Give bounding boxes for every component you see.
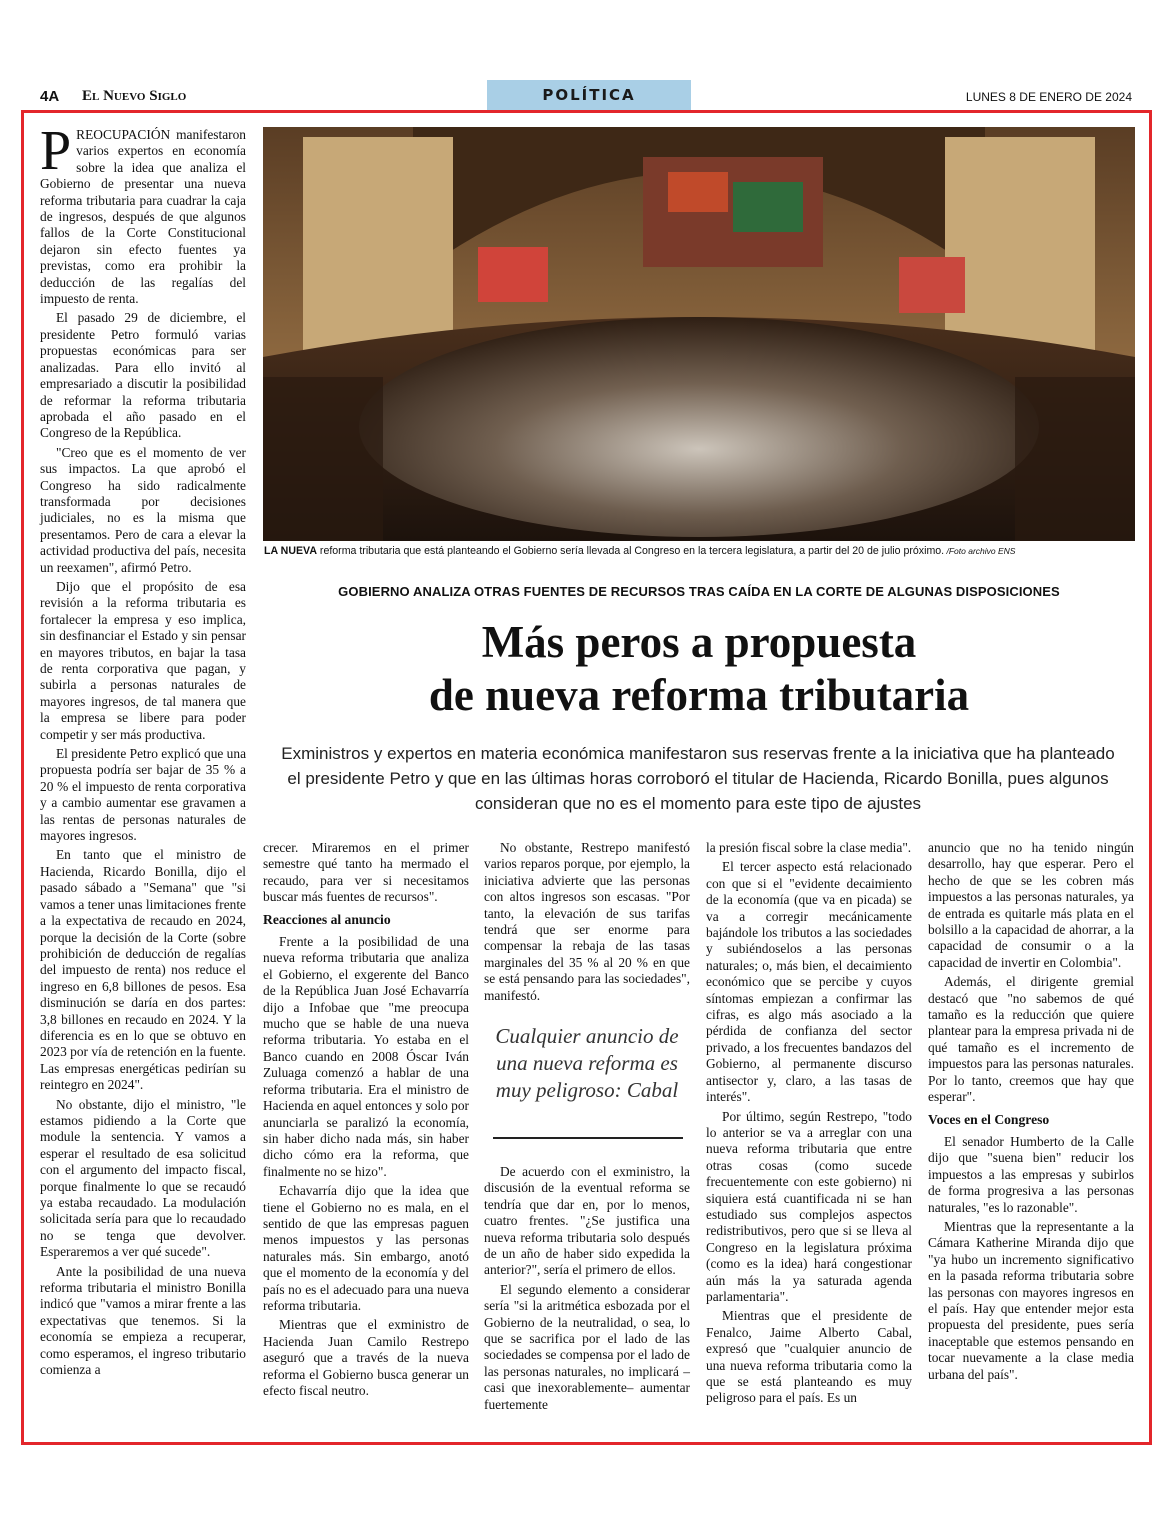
paragraph: Frente a la posibilidad de una nueva reforma tributaria que analiza el Gobierno, el exgerente del Banco de la República Juan José Echavarría dijo a Infobae que "me preocupa mucho que se hable de una nueva reforma tributaria. Yo estaba en el Banco cuando en 2008 Óscar Iván Zuluaga comenzó a hablar de una reforma tributaria. Era el ministro de Hacienda en aquel entonces y solo por anunciarla se paralizó la economía, sin haber dicho nada más, sin haber dicho cómo era la reforma, que finalmente no se hizo". xyxy=(263,934,469,1179)
paragraph: Mientras que la representante a la Cámara Katherine Miranda dijo que "ya hubo un incremento significativo en la pasada reforma tributaria sobre las personas con mayores ingresos en el país. Hay que entender mejor esta propuesta del presidente, pues sería inaceptable que estemos pensando en tocar nuevamente a la clase media urbana del país". xyxy=(928,1218,1134,1382)
subheading-voces: Voces en el Congreso xyxy=(928,1111,1050,1127)
photo-caption xyxy=(264,545,1134,558)
photo-credit: /Foto archivo ENS xyxy=(944,546,1016,556)
pull-quote: Cualquier anuncio de una nueva reforma es muy peligroso: Cabal xyxy=(495,1024,679,1102)
page-header xyxy=(40,88,1132,110)
paragraph: Ante la posibilidad de una nueva reforma tributaria el ministro Bonilla indicó que "vamos a mirar frente a las expectativas que tenemos. Si la economía se empieza a recuperar, como esperamos, el ingreso tributario comienza a xyxy=(40,1263,246,1378)
paragraph: En tanto que el ministro de Hacienda, Ricardo Bonilla, dijo el pasado sábado a "Semana" que "si vamos a tener unas limitaciones frente a la expectativa de recaudo en 2024, porque la decisión de la Corte (sobre prohibición de deducción de regalías del impuesto de renta) nos reduce el ingreso en 6,8 billones de pesos. Esa disminución se daría en dos partes: 3,8 billones en recaudo en 2024. Y la diferencia es en lo que se obtuvo en 2023 por vía de retención en la fuente. Las empresas energéticas pedirían su reintegro en 2024". xyxy=(40,847,246,1093)
paragraph: Además, el dirigente gremial destacó que "no sabemos de qué tamaño es la reducción que quiere plantear para la empresa privada ni de qué tamaño es el incremento de impuestos para las personas naturales. Por lo tanto, creemos que hay que esperar". xyxy=(928,974,1134,1105)
subheading-reacciones: Reacciones al anuncio xyxy=(263,911,391,927)
article-column-3a xyxy=(484,840,690,1007)
paragraph: Mientras que el exministro de Hacienda Juan Camilo Restrepo aseguró que a través de la nueva reforma el Gobierno busca generar un efecto fiscal neutro. xyxy=(263,1317,469,1398)
lead-word: REOCUPACIÓN xyxy=(76,127,171,142)
article-column-4 xyxy=(706,840,912,1410)
lead-paragraph-text: manifestaron varios expertos en economía sobre la idea que analiza el Gobierno de presentar una nueva reforma tributaria para cuadrar la caja de ingresos, después de que algunos fallos de la Corte Constitucional dejaron sin efecto fuentes ya previstas, como era prohibir la deducción de las regalías del impuesto de renta. xyxy=(40,127,246,307)
paragraph: No obstante, dijo el ministro, "le estamos pidiendo a la Corte que module la sentencia. Y vamos a esperar el resultado de esa solicitud con el argumento del impacto fiscal, porque finalmente lo que se recaudó ya estaba recaudado. La modulación solicitada sería para que lo recaudado no se tenga que devolver. Esperaremos a ver qué sucede". xyxy=(40,1096,246,1260)
paragraph: crecer. Miraremos en el primer semestre qué tanto ha mermado el recaudo, para ver si necesitamos buscar más fuentes de recursos". xyxy=(263,840,469,905)
section-banner xyxy=(487,80,691,110)
headline-line-2: de nueva reforma tributaria xyxy=(428,670,970,720)
paragraph: De acuerdo con el exministro, la discusión de la eventual reforma se tendría que dar en, por lo menos, cuatro frentes. "¿Se justifica una nueva reforma tributaria solo después de un año de haber sido expedida la anterior?", sería el primero de ellos. xyxy=(484,1164,690,1278)
paragraph: Mientras que el presidente de Fenalco, Jaime Alberto Cabal, expresó que "cualquier anuncio de una nueva reforma tributaria como la que se está planteando es muy peligroso para el país. Es un xyxy=(706,1308,912,1406)
page-number: 4A xyxy=(40,88,60,105)
article-column-5 xyxy=(928,840,1134,1386)
newspaper-name: El Nuevo Siglo xyxy=(82,88,187,104)
section-label: POLÍTICA xyxy=(542,86,636,104)
paragraph: El senador Humberto de la Calle dijo que "suena bien" reducir los impuestos a las empresas y subirlos de forma progresiva a las personas naturales, "es lo razonable". xyxy=(928,1133,1134,1215)
article-headline xyxy=(263,616,1135,722)
paragraph: Dijo que el propósito de esa revisión a la reforma tributaria es fortalecer la empresa y eso implica, sin desfinanciar el Estado y sin pensar en mayores tributos, en bajar la tasa de renta corporativa que pagan, y subirla a personas naturales de mayores ingresos, de tal manera que la empresa se libere para poder competir y ser más productiva. xyxy=(40,578,246,742)
paragraph: Por último, según Restrepo, "todo lo anterior se va a arreglar con una nueva reforma tributaria que entre otras cosas (como sucede frecuentemente con este gobierno) ni siquiera está cuantificada ni se han estudiado sus complejos aspectos redistributivos, pero que si se lleva al Congreso en la legislatura próxima (como es la idea) hará congestionar aún más la ya saturada agenda parlamentaria". xyxy=(706,1108,912,1304)
issue-date: LUNES 8 DE ENERO DE 2024 xyxy=(965,90,1132,104)
paragraph: "Creo que es el momento de ver sus impactos. La que aprobó el Congreso ha sido radicalmente transformada por decisiones judiciales, no es la misma que presentamos. Pero de cara a elevar la actividad productiva del país, necesita un reexamen", afirmó Petro. xyxy=(40,444,246,575)
pull-quote-divider xyxy=(493,1137,683,1139)
paragraph: la presión fiscal sobre la clase media". xyxy=(706,840,912,855)
paragraph: Echavarría dijo que la idea que tiene el Gobierno no es mala, en el sentido de que las empresas paguen menos impuestos y las personas naturales más. Sin embargo, anotó que el momento de la economía y del país no es el adecuado para una nueva reforma tributaria. xyxy=(263,1183,469,1313)
article-column-1 xyxy=(40,120,247,1381)
article-kicker: GOBIERNO ANALIZA OTRAS FUENTES DE RECURSOS TRAS CAÍDA EN LA CORTE DE ALGUNAS DISPOSICIONES xyxy=(338,584,1060,599)
paragraph: El segundo elemento a considerar sería "si la aritmética esbozada por el Gobierno de la neutralidad, o sea, lo que se sacrifica por el lado de las sociedades se compensa por el lado de las personas naturales, no implicará –casi que inexorablemente– aumentar fuertemente xyxy=(484,1281,690,1412)
paragraph: No obstante, Restrepo manifestó varios reparos porque, por ejemplo, la iniciativa advierte que las personas con altos ingresos son escasas. "Por tanto, la elevación de sus tarifas tendrá que ser enorme para compensar la rebaja de las tasas marginales del 35 % al 20 % en que se está pensando para las sociedades", manifestó. xyxy=(484,840,690,1003)
article-deck: Exministros y expertos en materia económica manifestaron sus reservas frente a la iniciativa que ha planteado el presidente Petro y que en las últimas horas corroboró el titular de Hacienda, Ricardo Bonilla, pues algunos consideran que no es el momento para este tipo de ajustes xyxy=(281,744,1115,813)
caption-lead: LA NUEVA xyxy=(264,545,317,557)
paragraph: El tercer aspecto está relacionado con que si el "evidente decaimiento de la economía (que va en picada) se va a corregir mecánicamente bajándole los tributos a las sociedades y subiéndoselos a las personas naturales; o, más bien, el decaimiento económico que se percibe y cuyos síntomas empiezan a confirmar las cifras, es algo más asociado a la pérdida de confianza del sector privado, a los frecuentes bandazos del Gobierno, al permanente discurso antisector y, claro, a las tasas de interés". xyxy=(706,859,912,1105)
drop-cap: P xyxy=(40,120,72,182)
congress-photo xyxy=(263,127,1135,541)
article-column-3b xyxy=(484,1164,690,1416)
congress-chamber-illustration xyxy=(263,127,1135,541)
paragraph: anuncio que no ha tenido ningún desarrollo, hay que esperar. Pero el hecho de que se les cobren más impuestos a las personas naturales, ya de entrada es quitarle más plata en el bolsillo a la capacidad de ahorrar, a la capacidad de consumir o a la capacidad de invertir en Colombia". xyxy=(928,840,1134,970)
article-column-2 xyxy=(263,840,469,1402)
headline-line-1: Más peros a propuesta xyxy=(481,617,917,667)
paragraph xyxy=(40,120,246,307)
paragraph: El presidente Petro explicó que una propuesta podría ser bajar de 35 % a 20 % el impuesto de renta corporativa y a cambio aumentar ese gravamen a las rentas de personas naturales de mayores ingresos. xyxy=(40,746,247,844)
caption-text: reforma tributaria que está planteando el Gobierno sería llevada al Congreso en la tercera legislatura, a partir del 20 de julio próximo. xyxy=(316,545,945,557)
paragraph: El pasado 29 de diciembre, el presidente Petro formuló varias propuestas económicas para ser analizadas. Para ello invitó al empresariado a discutir la posibilidad de reformar la reforma tributaria aprobada el año pasado en el Congreso de la República. xyxy=(40,310,246,441)
